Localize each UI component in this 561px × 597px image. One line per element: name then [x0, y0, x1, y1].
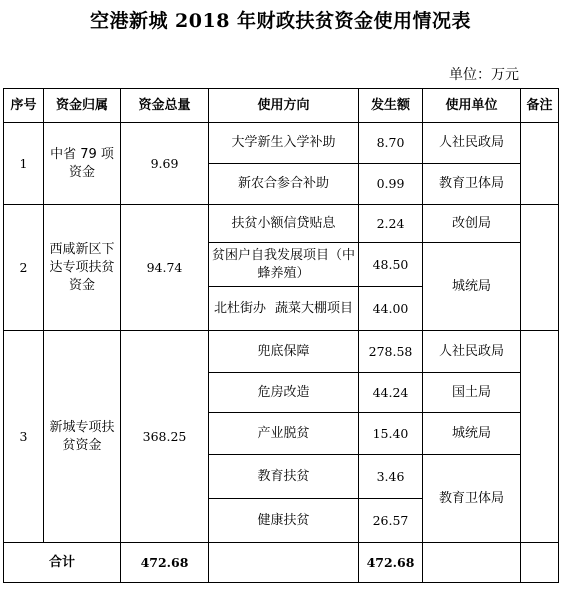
amount: 48.50: [359, 243, 423, 287]
table-title: 空港新城 2018 年财政扶贫资金使用情况表: [89, 10, 472, 32]
amount: 15.40: [359, 413, 423, 455]
row-number: 2: [4, 205, 44, 331]
total-label: 合计: [4, 543, 121, 583]
use-direction: [209, 287, 359, 331]
use-direction: 危房改造: [209, 373, 359, 413]
using-unit: 城统局: [423, 243, 521, 331]
amount: 44.24: [359, 373, 423, 413]
fund-total: 94.74: [121, 205, 209, 331]
header-unit: 使用单位: [423, 89, 521, 123]
total-direction-empty: [209, 543, 359, 583]
remark-cell: [521, 331, 559, 543]
amount: 26.57: [359, 499, 423, 543]
header-source: 资金归属: [44, 89, 121, 123]
amount: 44.00: [359, 287, 423, 331]
use-direction: 教育扶贫: [209, 455, 359, 499]
using-unit: 改创局: [423, 205, 521, 243]
row-number: 3: [4, 331, 44, 543]
using-unit: 人社民政局: [423, 331, 521, 373]
header-remark: 备注: [521, 89, 559, 123]
grand-total: 472.68: [121, 543, 209, 583]
table-row: [4, 123, 559, 164]
funds-table: [3, 88, 559, 583]
grand-amount: 472.68: [359, 543, 423, 583]
total-unit-empty: [423, 543, 521, 583]
fund-source: 西咸新区下达专项扶贫资金: [44, 205, 121, 331]
use-direction: 大学新生入学补助: [209, 123, 359, 164]
unit-label: 单位：万元: [449, 67, 519, 83]
header-row: [4, 89, 559, 123]
use-direction: 扶贫小额信贷贴息: [209, 205, 359, 243]
using-unit: 教育卫体局: [423, 455, 521, 543]
use-direction: 产业脱贫: [209, 413, 359, 455]
header-total: 资金总量: [121, 89, 209, 123]
total-remark-empty: [521, 543, 559, 583]
using-unit: 教育卫体局: [423, 164, 521, 205]
use-direction: 新农合参合补助: [209, 164, 359, 205]
use-direction: 贫困户自我发展项目（中蜂养殖）: [209, 243, 359, 287]
fund-source: 中省 79 项资金: [44, 123, 121, 205]
fund-total: 9.69: [121, 123, 209, 205]
amount: 3.46: [359, 455, 423, 499]
table-row: [4, 205, 559, 243]
use-direction: 健康扶贫: [209, 499, 359, 543]
direction-part-b: 蔬菜大棚项目: [274, 300, 353, 316]
header-direction: 使用方向: [209, 89, 359, 123]
amount: 0.99: [359, 164, 423, 205]
remark-cell: [521, 123, 559, 205]
fund-total: 368.25: [121, 331, 209, 543]
header-amount: 发生额: [359, 89, 423, 123]
amount: 278.58: [359, 331, 423, 373]
using-unit: 国土局: [423, 373, 521, 413]
total-row: [4, 543, 559, 583]
fund-source: 新城专项扶贫资金: [44, 331, 121, 543]
remark-cell: [521, 205, 559, 331]
using-unit: 人社民政局: [423, 123, 521, 164]
row-number: 1: [4, 123, 44, 205]
direction-part-a: 北杜街办: [214, 300, 267, 316]
using-unit: 城统局: [423, 413, 521, 455]
table-row: [4, 331, 559, 373]
amount: 8.70: [359, 123, 423, 164]
use-direction: 兜底保障: [209, 331, 359, 373]
amount: 2.24: [359, 205, 423, 243]
header-no: 序号: [4, 89, 44, 123]
